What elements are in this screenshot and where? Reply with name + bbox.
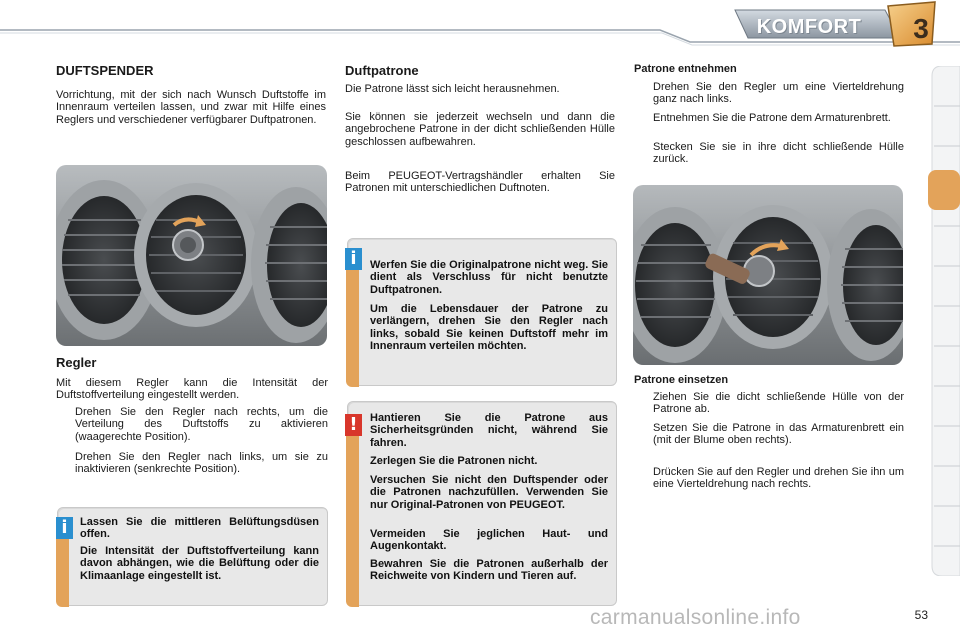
list-item-text: Stecken Sie sie in ihre dicht schließende Hülle zurück. — [653, 141, 904, 166]
warning-box-text: Zerlegen Sie die Patronen nicht. — [370, 455, 538, 467]
intro-paragraph: Vorrichtung, mit der sich nach Wunsch Duftstoffe im Innenraum verteilen lassen, und zwar mit Hilfe eines Reglers und verschiedener verfügbarer Duftpatronen. — [56, 89, 326, 126]
list-item-text: Drücken Sie auf den Regler und drehen Sie ihn um eine Vierteldrehung nach rechts. — [653, 466, 904, 491]
chapter-number: 3 — [913, 13, 929, 44]
list-item-text: Drehen Sie den Regler um eine Vierteldrehung ganz nach links. — [653, 81, 904, 106]
watermark: carmanualsonline.info — [590, 606, 801, 629]
list-item-text: Ziehen Sie die dicht schließende Hülle von der Patrone ab. — [653, 391, 904, 416]
warning-box-text: Hantieren Sie die Patrone aus Sicherheitsgründen nicht, während Sie fahren. — [370, 412, 608, 449]
section-title-duftspender: DUFTSPENDER — [56, 63, 154, 78]
duftpatrone-paragraph: Sie können sie jederzeit wechseln und dann die angebrochene Patrone in der dicht schließenden Hülle geschlossen aufbewahren. — [345, 111, 615, 148]
chapter-side-tabs — [928, 66, 960, 576]
info-box-text: Lassen Sie die mittleren Belüftungsdüsen offen. — [80, 516, 319, 541]
duftpatrone-paragraph: Die Patrone lässt sich leicht herausnehmen. — [345, 83, 560, 95]
info-icon: i — [56, 517, 73, 539]
list-item — [634, 422, 904, 447]
chapter-title: KOMFORT — [756, 16, 862, 38]
active-chapter-tab — [928, 170, 960, 210]
list-item — [56, 451, 328, 476]
warning-box-text: Vermeiden Sie jeglichen Haut- und Augenkontakt. — [370, 528, 608, 553]
duftpatrone-paragraph: Beim PEUGEOT-Vertragshändler erhalten Sie Patronen mit unterschiedlichen Duftnoten. — [345, 170, 615, 195]
list-item-text: Setzen Sie die Patrone in das Armaturenbrett ein (mit der Blume oben rechts). — [653, 422, 904, 447]
section-title-patrone-entnehmen: Patrone entnehmen — [634, 63, 737, 75]
list-item — [634, 466, 904, 491]
photo-vents-patrone — [633, 185, 903, 365]
list-item — [56, 406, 328, 443]
photo-vents-regler — [56, 165, 327, 346]
section-title-regler: Regler — [56, 355, 97, 370]
info-box-belueftung — [57, 507, 328, 606]
list-item — [634, 81, 904, 106]
list-item-text: Entnehmen Sie die Patrone dem Armaturenbrett. — [653, 112, 891, 124]
section-title-patrone-einsetzen: Patrone einsetzen — [634, 374, 729, 386]
info-box-originalpatrone — [347, 238, 617, 386]
list-item-text: Drehen Sie den Regler nach rechts, um die Verteilung des Duftstoffs zu aktivieren (waagerechte Position). — [75, 406, 328, 443]
info-box-text: Werfen Sie die Originalpatrone nicht weg. Sie dient als Verschluss für nicht benutzte Duftpatronen. — [370, 259, 608, 296]
warning-box-patronen — [347, 401, 617, 606]
info-box-text: Um die Lebensdauer der Patrone zu verlängern, drehen Sie den Regler nach links, sobald Sie keinen Duftstoff mehr im Innenraum verteilen möchten. — [370, 303, 608, 352]
section-title-duftpatrone: Duftpatrone — [345, 63, 419, 78]
page-number: 53 — [914, 608, 928, 622]
list-item-text: Drehen Sie den Regler nach links, um sie zu inaktivieren (senkrechte Position). — [75, 451, 328, 476]
list-item — [634, 112, 904, 124]
box-accent-stripe — [346, 414, 359, 607]
info-icon: i — [345, 248, 362, 270]
list-item — [634, 391, 904, 416]
info-box-text: Die Intensität der Duftstoffverteilung kann davon abhängen, wie die Belüftung oder die Klimaanlage eingestellt ist. — [80, 545, 319, 582]
box-accent-stripe — [346, 251, 359, 387]
list-item — [634, 141, 904, 166]
warning-box-text: Bewahren Sie die Patronen außerhalb der Reichweite von Kindern und Tieren auf. — [370, 558, 608, 583]
warning-box-text: Versuchen Sie nicht den Duftspender oder die Patronen nachzufüllen. Verwenden Sie nur Original-Patronen von PEUGEOT. — [370, 474, 608, 511]
regler-paragraph: Mit diesem Regler kann die Intensität der Duftstoffverteilung eingestellt werden. — [56, 377, 328, 402]
warning-icon: ! — [345, 414, 362, 436]
